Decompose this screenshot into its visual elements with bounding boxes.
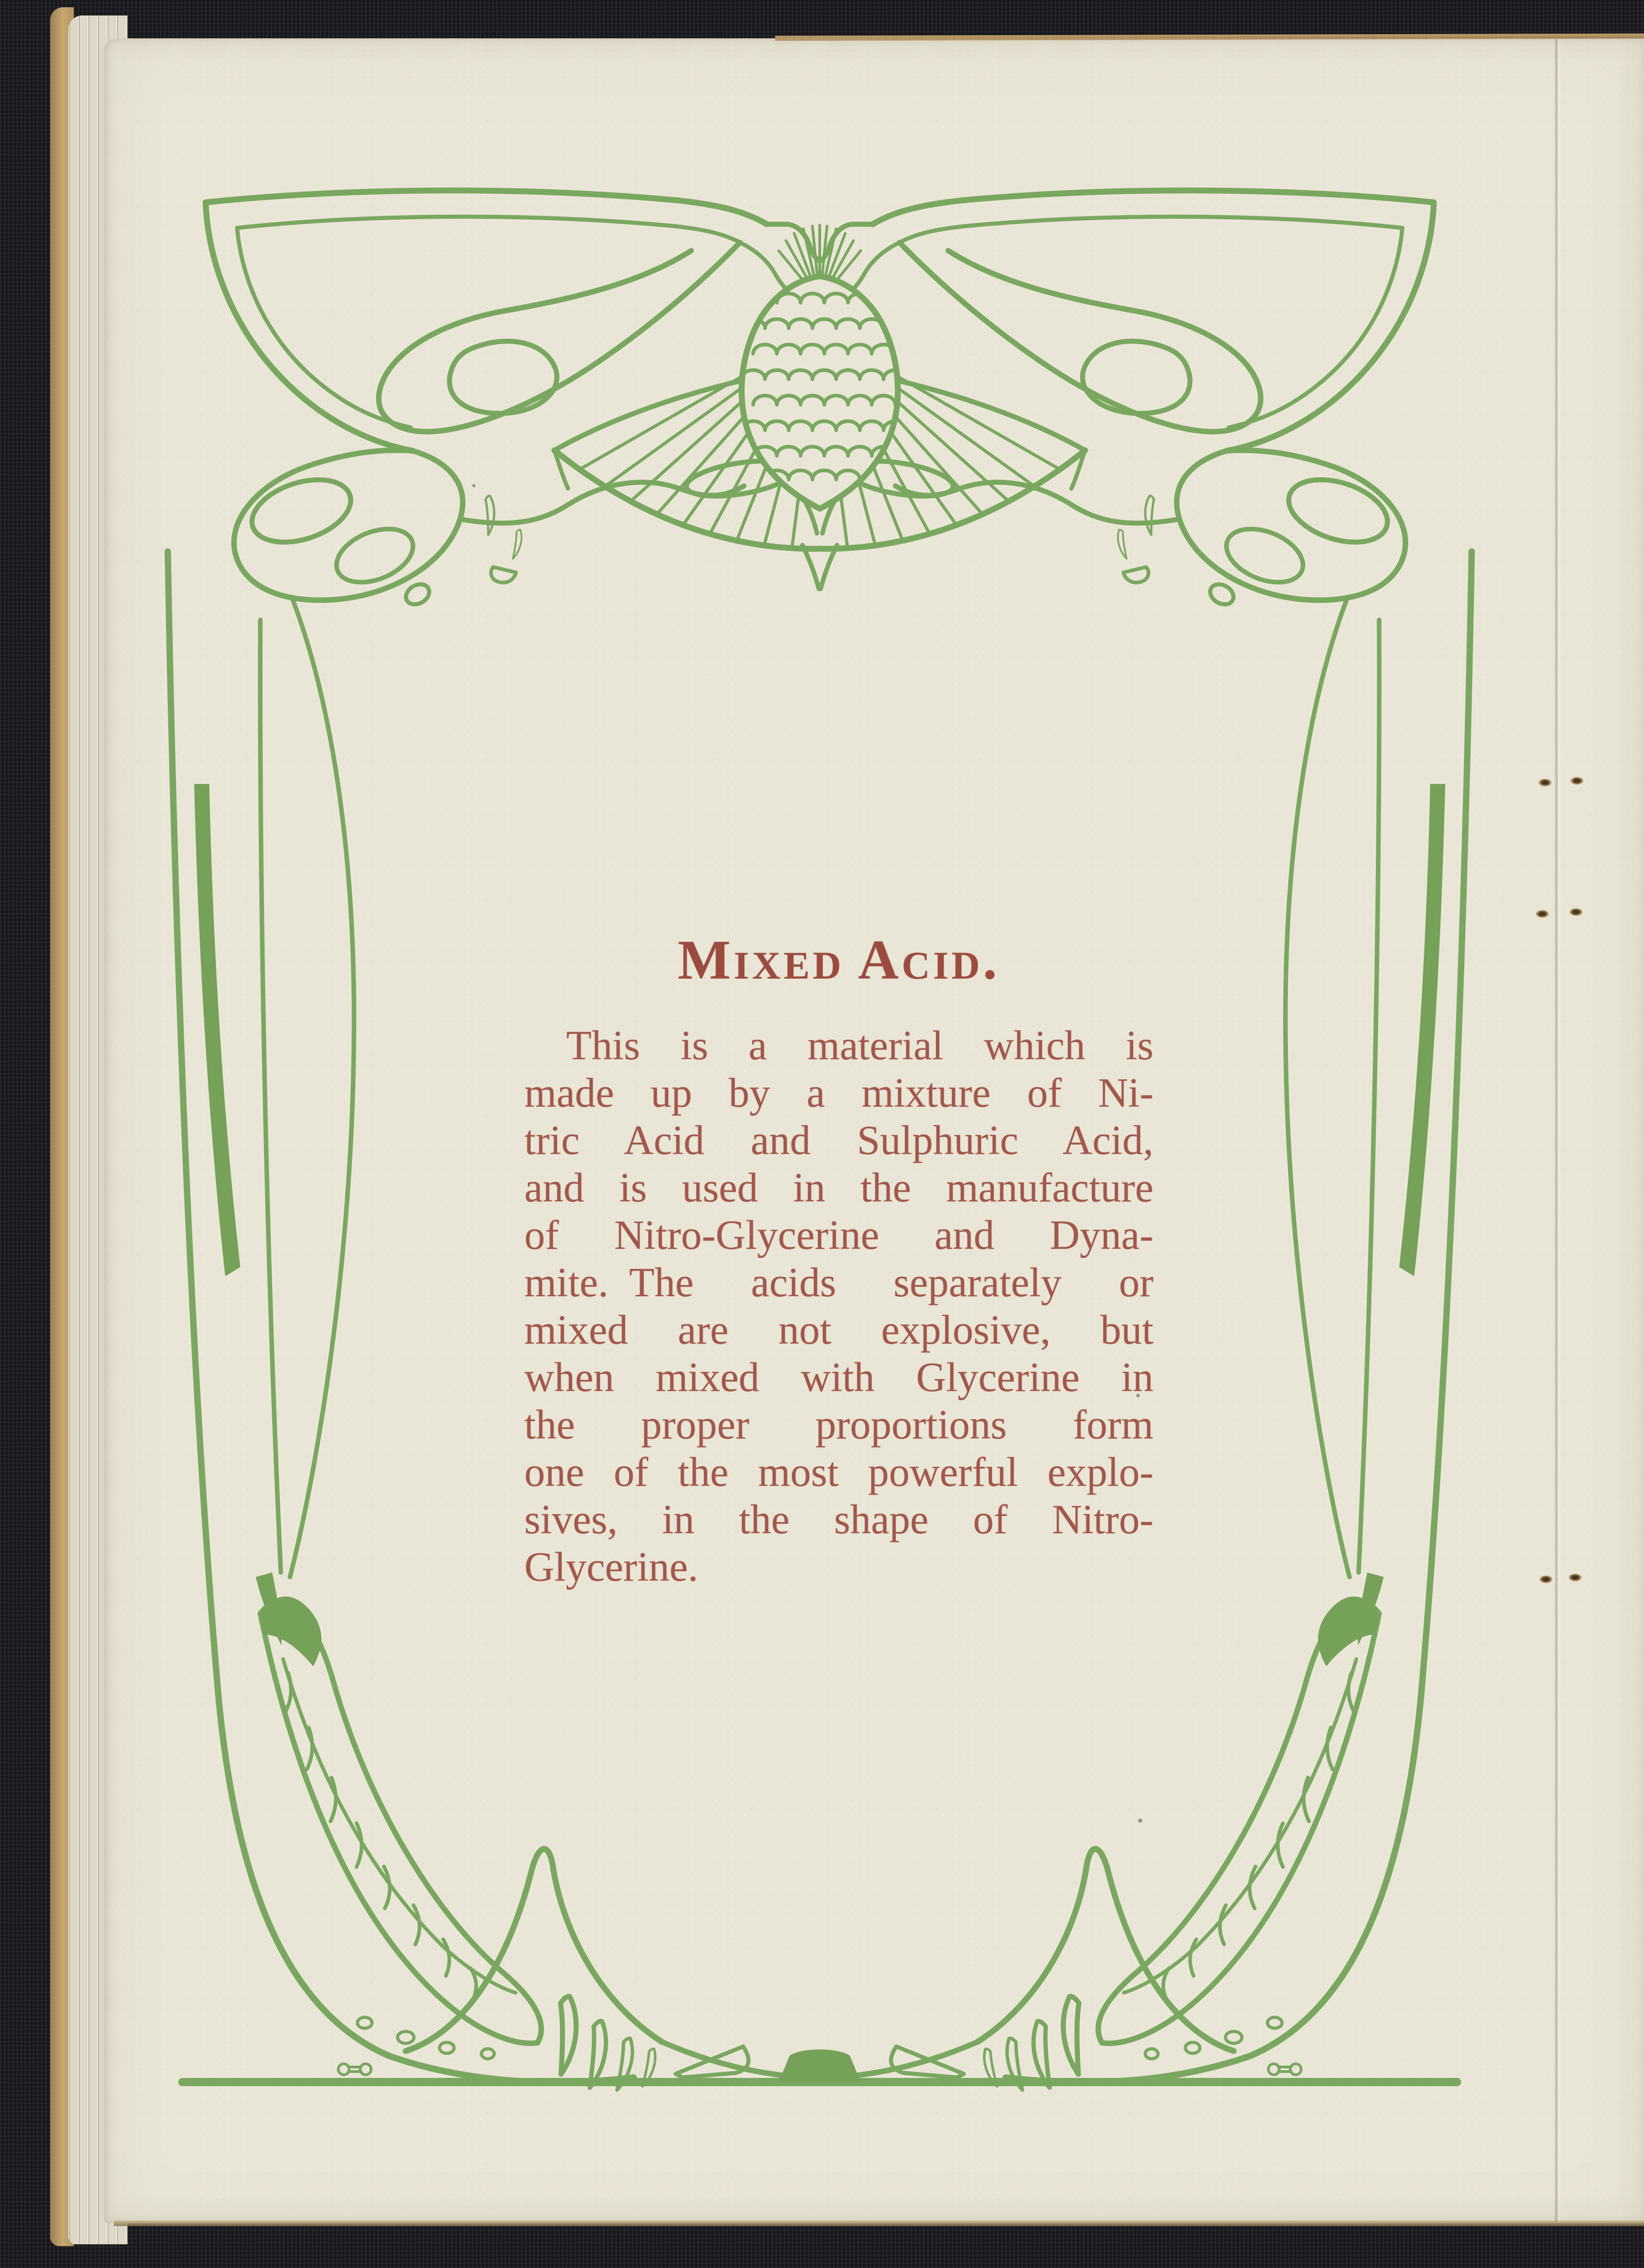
paragraph-line: Glycerine. (524, 1544, 698, 1590)
page-title: Mixed Acid. (677, 928, 1000, 991)
stitch-hole (1570, 777, 1584, 785)
chain-link-icon (338, 2064, 371, 2075)
paragraph-line: when mixed with Glycerine in (524, 1354, 1153, 1400)
paragraph-line: This is a material which is (566, 1022, 1153, 1068)
whiplash-wing (206, 191, 820, 451)
pinecone-motif (741, 276, 907, 509)
paragraph-line: mite. The acids separately or (524, 1259, 1153, 1305)
paragraph-line: one of the most powerful explo- (524, 1449, 1153, 1495)
paragraph-line: of Nitro-Glycerine and Dyna- (524, 1212, 1153, 1258)
bottom-rail (182, 2050, 1457, 2082)
page-crease (1554, 39, 1561, 2222)
paragraph-line: and is used in the manufacture (524, 1165, 1153, 1211)
body-paragraph (524, 1022, 1153, 1591)
corner-leaf (260, 1597, 803, 2077)
stitch-hole (1569, 908, 1583, 916)
corner-crescents (542, 1995, 748, 2091)
paragraph-line: sives, in the shape of Nitro- (524, 1496, 1153, 1542)
stitch-hole (1538, 778, 1552, 787)
paragraph-line: made up by a mixture of Ni- (524, 1070, 1153, 1116)
side-medallion (234, 450, 744, 608)
stitch-hole (1535, 910, 1549, 918)
stitch-hole (1539, 1575, 1553, 1583)
paragraph-line: tric Acid and Sulphuric Acid, (524, 1117, 1153, 1163)
paragraph-line: the proper proportions form (524, 1402, 1153, 1448)
page-bottom-edge (114, 2221, 1644, 2226)
stitch-hole (1568, 1573, 1582, 1582)
paragraph-line: mixed are not explosive, but (524, 1307, 1153, 1353)
